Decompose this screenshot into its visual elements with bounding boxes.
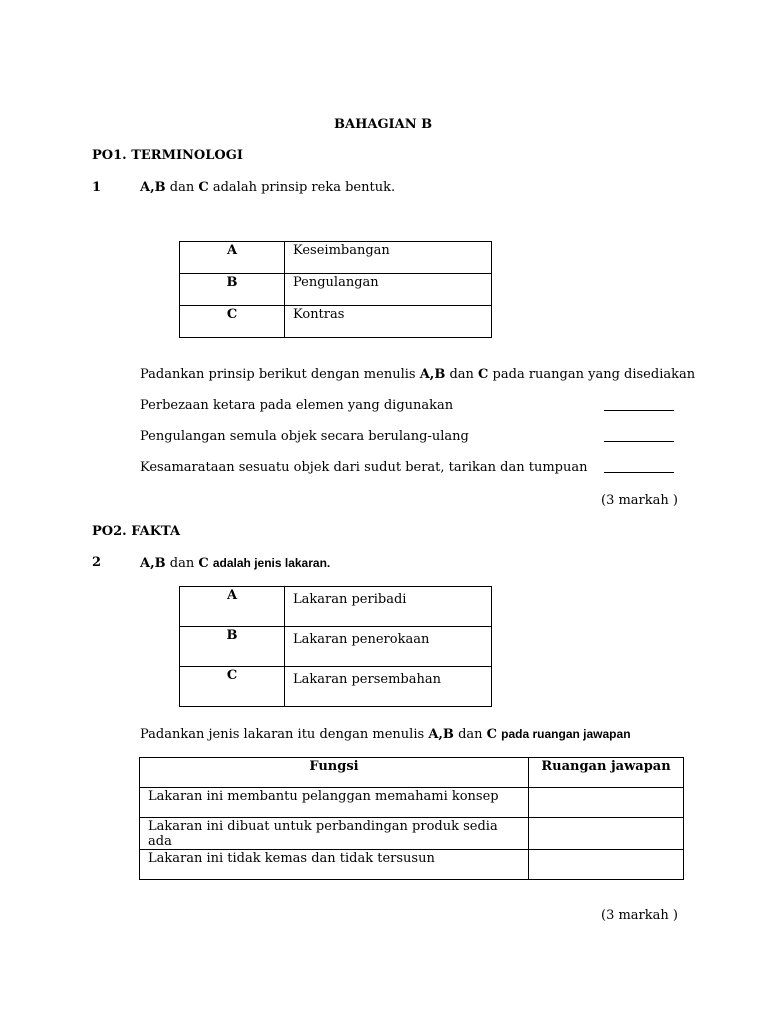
- principle-key: B: [180, 274, 285, 306]
- table-header-row: [140, 758, 684, 788]
- principle-key: C: [180, 306, 285, 338]
- q1-instruction-a: A,B: [419, 367, 446, 382]
- q1-intro-a: A,B: [140, 180, 166, 195]
- function-cell: Lakaran ini dibuat untuk perbandingan produk sedia ada: [140, 818, 529, 850]
- header-ruangan-jawapan: Ruangan jawapan: [529, 758, 684, 788]
- principle-value: Pengulangan: [285, 274, 492, 306]
- answer-cell[interactable]: [529, 818, 684, 850]
- sketch-key: A: [180, 587, 285, 627]
- q2-answer-table: [139, 757, 684, 880]
- answer-blank[interactable]: [604, 429, 674, 447]
- function-cell: Lakaran ini membantu pelanggan memahami konsep: [140, 788, 529, 818]
- q1-instruction-post: pada ruangan yang disediakan: [492, 367, 696, 382]
- q2-sketch-types-table: [179, 586, 492, 707]
- q2-instruction: [140, 726, 631, 743]
- sketch-key: C: [180, 667, 285, 707]
- header-fungsi: Fungsi: [140, 758, 529, 788]
- q2-instruction-c: C: [486, 727, 498, 742]
- po1-heading: PO1. TERMINOLOGI: [92, 148, 243, 163]
- table-row: [140, 850, 684, 880]
- q2-instruction-a: A,B: [428, 727, 454, 742]
- q2-marks: (3 markah ): [601, 908, 678, 923]
- q1-statement: Kesamarataan sesuatu objek dari sudut berat, tarikan dan tumpuan: [140, 460, 588, 475]
- answer-cell[interactable]: [529, 850, 684, 880]
- table-row: [180, 242, 492, 274]
- q1-marks: (3 markah ): [601, 493, 678, 508]
- q2-intro-dan: dan: [169, 556, 195, 571]
- q2-instruction-dan: dan: [458, 727, 483, 742]
- q1-intro-rest: adalah prinsip reka bentuk.: [212, 180, 396, 195]
- q1-statement: Perbezaan ketara pada elemen yang digunakan: [140, 398, 454, 413]
- section-title: BAHAGIAN B: [334, 117, 433, 132]
- table-row: [180, 306, 492, 338]
- answer-blank[interactable]: [604, 398, 674, 416]
- sketch-value: Lakaran peribadi: [285, 587, 492, 627]
- table-row: [140, 788, 684, 818]
- q1-instruction: [140, 367, 695, 383]
- principle-key: A: [180, 242, 285, 274]
- q1-intro-c: C: [198, 180, 209, 195]
- q1-instruction-pre: Padankan prinsip berikut dengan menulis: [140, 367, 416, 382]
- sketch-value: Lakaran penerokaan: [285, 627, 492, 667]
- table-row: [180, 667, 492, 707]
- function-cell: Lakaran ini tidak kemas dan tidak tersusun: [140, 850, 529, 880]
- q2-instruction-post: pada ruangan jawapan: [501, 727, 631, 741]
- table-row: [180, 587, 492, 627]
- sketch-key: B: [180, 627, 285, 667]
- q2-instruction-pre: Padankan jenis lakaran itu dengan menulis: [140, 727, 425, 742]
- answer-blank[interactable]: [604, 460, 674, 478]
- principle-value: Keseimbangan: [285, 242, 492, 274]
- sketch-value: Lakaran persembahan: [285, 667, 492, 707]
- q1-instruction-dan: dan: [449, 367, 474, 382]
- q2-intro-c: C: [198, 556, 209, 571]
- q2-intro-rest: adalah jenis lakaran.: [212, 556, 331, 570]
- po2-heading: PO2. FAKTA: [92, 524, 181, 539]
- q1-number: 1: [92, 180, 102, 195]
- q2-number: 2: [92, 555, 102, 570]
- q2-intro: [140, 555, 330, 572]
- q1-intro-dan: dan: [169, 180, 195, 195]
- q1-principles-table: [179, 241, 492, 338]
- q1-intro: [140, 180, 395, 196]
- table-row: [180, 274, 492, 306]
- principle-value: Kontras: [285, 306, 492, 338]
- q2-intro-a: A,B: [140, 556, 166, 571]
- answer-cell[interactable]: [529, 788, 684, 818]
- table-row: [140, 818, 684, 850]
- q1-instruction-c: C: [478, 367, 489, 382]
- q1-statement: Pengulangan semula objek secara berulang-ulang: [140, 429, 469, 444]
- table-row: [180, 627, 492, 667]
